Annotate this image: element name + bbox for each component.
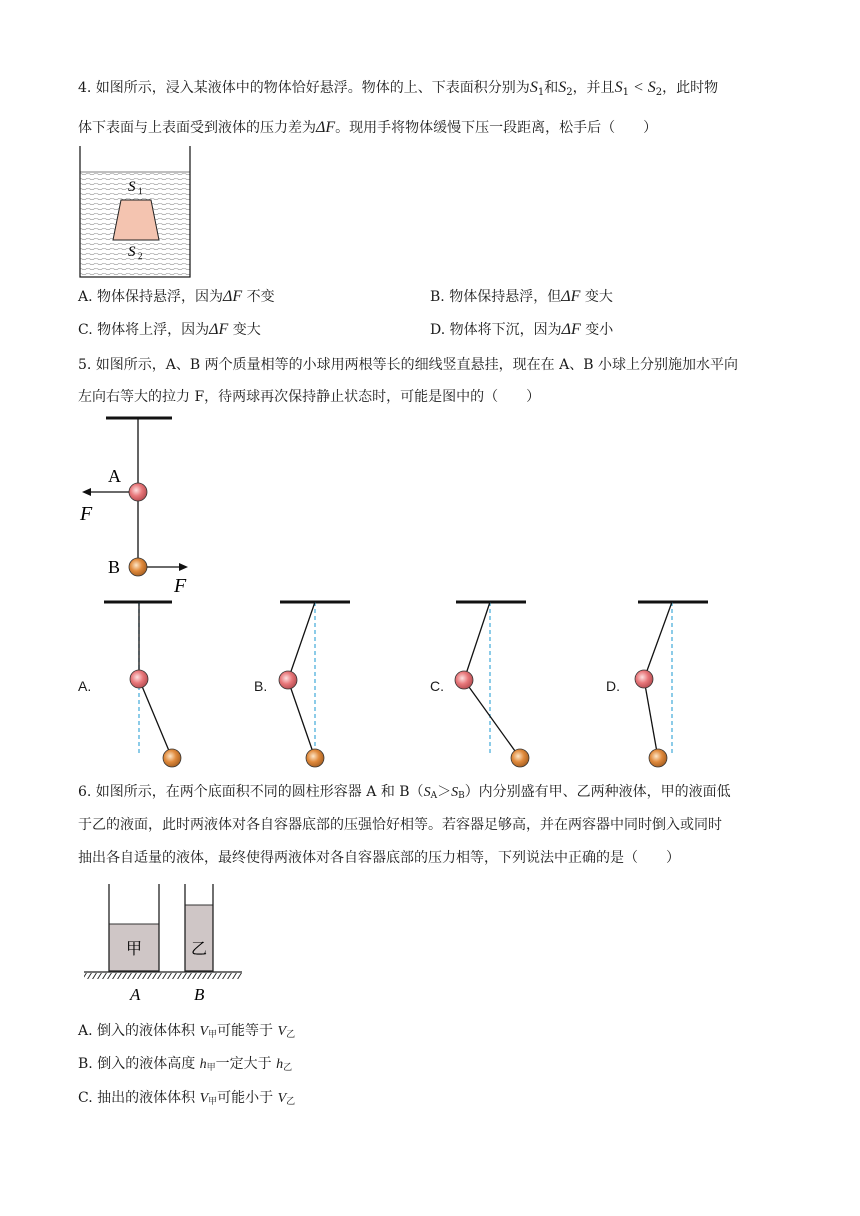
q5-option-d-label[interactable]: D.	[606, 678, 620, 694]
q5-stem-line-2: 左向右等大的拉力 F，待两球再次保持静止状态时，可能是图中的（ ）	[78, 389, 541, 405]
q5-stem-line-1: 5. 如图所示，A、B 两个质量相等的小球用两根等长的细线竖直悬挂，现在在 A、B 小球上分别施加水平向	[78, 357, 738, 373]
q5-option-a-label[interactable]: A.	[78, 678, 92, 694]
q6-stem-line-3: 抽出各自适量的液体，最终使得两液体对各自容器底部的压力相等，下列说法中正确的是（ ）	[78, 850, 680, 866]
q6-container-a-label: A	[130, 985, 141, 1004]
q4-option-b[interactable]: B. 物体保持悬浮，但ΔF 变大	[430, 288, 613, 305]
q6-stem-line-1: 6. 如图所示，在两个底面积不同的圆柱形容器 A 和 B（SA＞SB）内分别盛有甲、乙两种液体，甲的液面低	[78, 784, 731, 801]
q5-label-f-left: F	[80, 503, 93, 525]
q5-label-b: B	[108, 557, 121, 577]
q6-stem-line-2: 于乙的液面，此时两液体对各自容器底部的压强恰好相等。若容器足够高，并在两容器中同时倒入或同时	[78, 817, 722, 833]
q6-container-b-label: B	[194, 985, 205, 1004]
svg-text:1: 1	[138, 186, 143, 196]
q5-option-b-label[interactable]: B.	[254, 678, 268, 694]
svg-text:2: 2	[138, 251, 143, 261]
q5-option-a-figure[interactable]	[100, 595, 200, 775]
q5-main-figure	[78, 410, 208, 600]
q4-stem-line-1: 4. 如图所示，浸入某液体中的物体恰好悬浮。物体的上、下表面积分别为$S_1$和$S_2$，并且$S_1 < S_2$，此时物	[78, 79, 719, 98]
q5-ball-b	[129, 558, 147, 576]
q6-liquid-b-label: 乙	[191, 941, 208, 958]
q4-stem-line-2: 体下表面与上表面受到液体的压力差为ΔF。现用手将物体缓慢下压一段距离，松手后（ ）	[78, 119, 658, 136]
q6-option-a[interactable]: A. 倒入的液体体积 V甲可能等于 V乙	[78, 1023, 296, 1040]
q6-figure	[82, 884, 244, 1008]
q6-option-b[interactable]: B. 倒入的液体高度 h甲一定大于 h乙	[78, 1056, 293, 1073]
q5-label-f-right: F	[174, 575, 187, 597]
q6-option-c[interactable]: C. 抽出的液体体积 V甲可能小于 V乙	[78, 1090, 296, 1107]
q4-floating-block	[113, 200, 159, 240]
q5-option-c-label[interactable]: C.	[430, 678, 444, 694]
q5-option-d-figure[interactable]	[634, 595, 734, 775]
q4-label-s2: S	[128, 244, 136, 260]
q6-liquid-b	[185, 905, 213, 971]
q5-ball-a	[129, 483, 147, 501]
q6-liquid-a-label: 甲	[126, 941, 143, 958]
q5-option-c-figure[interactable]	[452, 595, 552, 775]
q4-option-c[interactable]: C. 物体将上浮，因为ΔF 变大	[78, 321, 261, 338]
q5-label-a: A	[108, 466, 121, 486]
q4-label-s1: S	[128, 179, 136, 195]
q4-figure	[78, 146, 194, 280]
q4-option-d[interactable]: D. 物体将下沉，因为ΔF 变小	[430, 321, 614, 338]
q4-option-a[interactable]: A. 物体保持悬浮，因为ΔF 不变	[78, 288, 275, 305]
q5-option-b-figure[interactable]	[276, 595, 376, 775]
